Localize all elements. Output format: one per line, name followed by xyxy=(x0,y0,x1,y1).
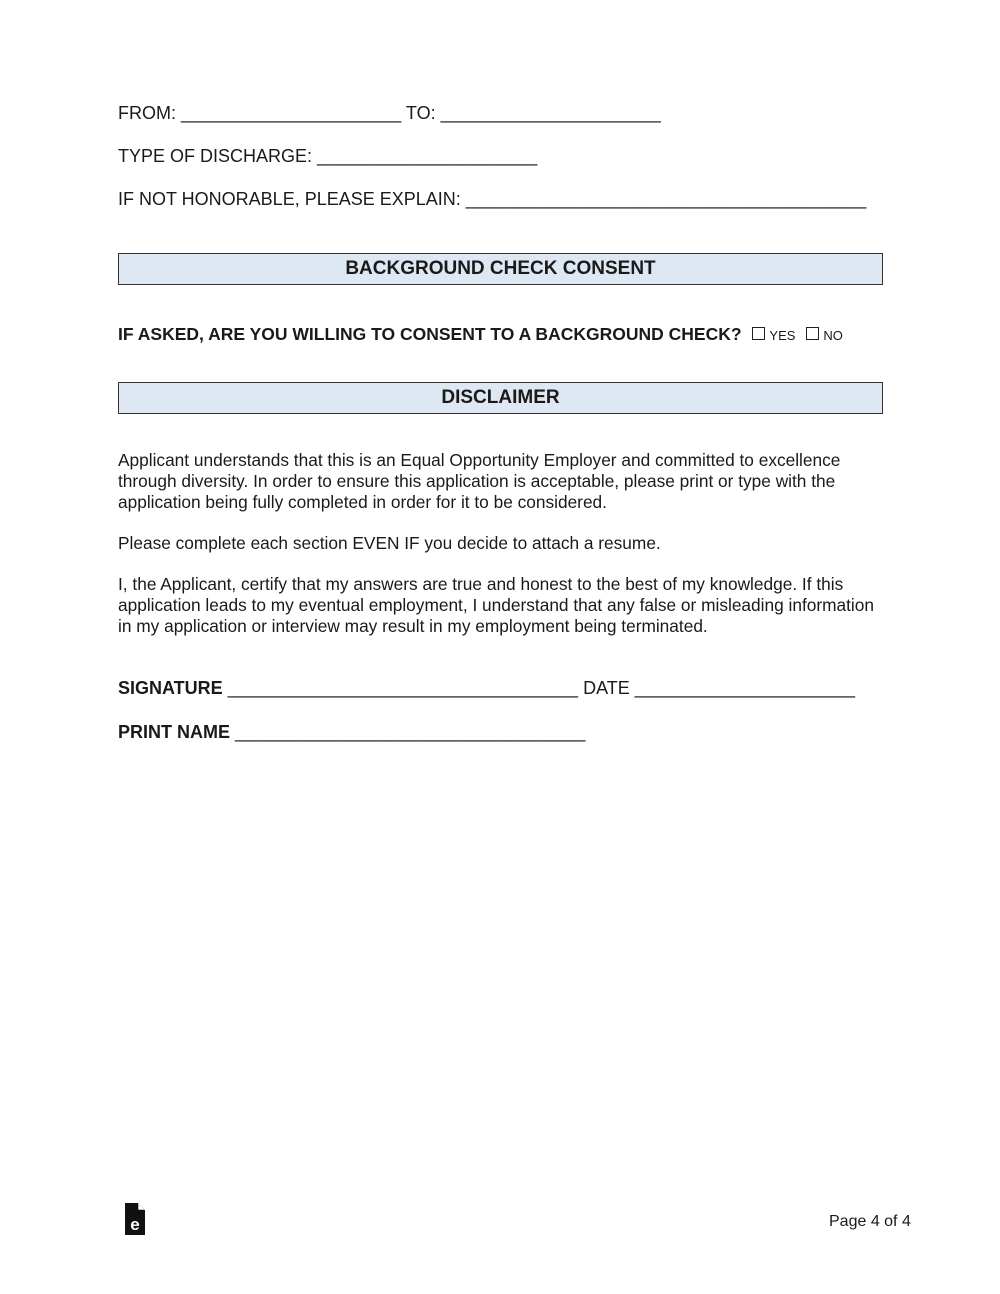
disclaimer-paragraph-2: Please complete each section EVEN IF you decide to attach a resume. xyxy=(118,533,661,553)
print-name-row xyxy=(118,721,585,743)
background-check-heading: BACKGROUND CHECK CONSENT xyxy=(118,253,883,285)
date-label: DATE xyxy=(583,678,630,698)
disclaimer-paragraph-1: Applicant understands that this is an Equal Opportunity Employer and committed to excellence through diversity. In order to ensure this application is acceptable, please print or type with the application being fully completed in order for it to be considered. xyxy=(118,450,841,512)
from-to-field: FROM: ______________________ TO: ______________________ xyxy=(118,103,661,123)
no-checkbox[interactable] xyxy=(806,327,819,340)
svg-text:e: e xyxy=(130,1215,140,1234)
explain-field: IF NOT HONORABLE, PLEASE EXPLAIN: ________________________________________ xyxy=(118,189,867,209)
no-label: NO xyxy=(823,328,843,343)
signature-blank[interactable]: ___________________________________ xyxy=(227,678,579,698)
signature-label: SIGNATURE xyxy=(118,678,223,698)
print-name-label: PRINT NAME xyxy=(118,722,230,742)
question-text: IF ASKED, ARE YOU WILLING TO CONSENT TO A BACKGROUND CHECK? xyxy=(118,324,742,344)
background-check-question xyxy=(118,323,843,347)
yes-checkbox[interactable] xyxy=(752,327,765,340)
discharge-type-field: TYPE OF DISCHARGE: ______________________ xyxy=(118,146,538,166)
date-blank[interactable]: ______________________ xyxy=(634,678,856,698)
signature-row xyxy=(118,677,855,699)
print-name-blank[interactable]: ___________________________________ xyxy=(235,722,586,742)
yes-label: YES xyxy=(769,328,796,343)
page-number: Page 4 of 4 xyxy=(829,1213,911,1230)
eforms-logo-icon xyxy=(123,1203,147,1235)
disclaimer-paragraph-3: I, the Applicant, certify that my answers are true and honest to the best of my knowledge. If this application leads to my eventual employment, I understand that any false or misleading information in my application or interview may result in my employment being terminated. xyxy=(118,574,874,636)
disclaimer-heading: DISCLAIMER xyxy=(118,382,883,414)
